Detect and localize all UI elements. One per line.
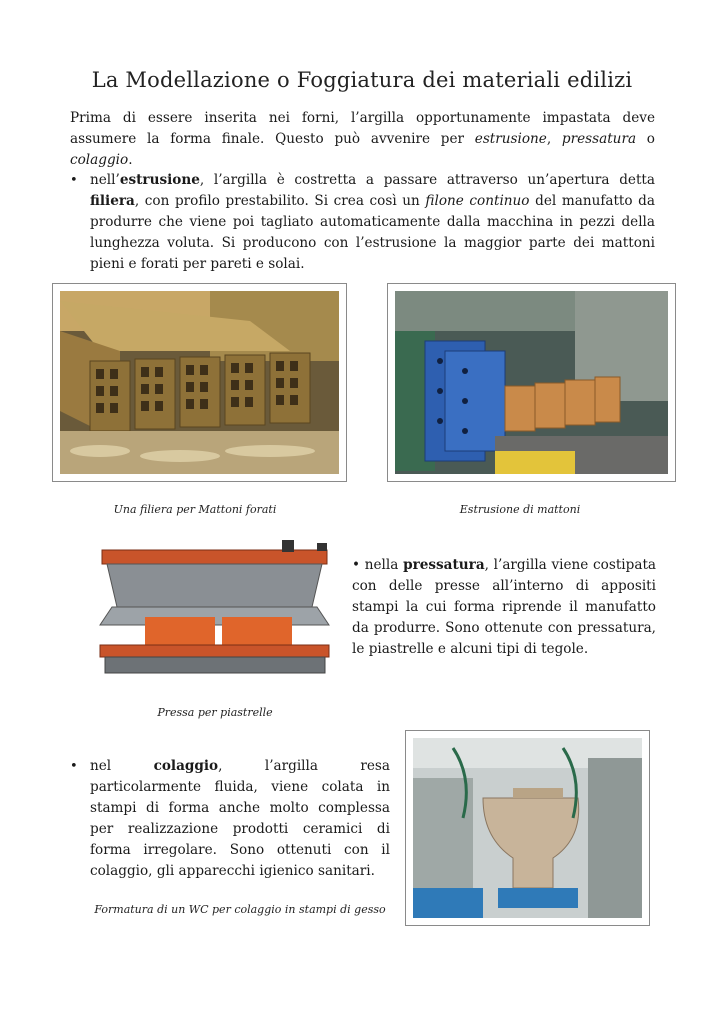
intro-term-pressatura: pressatura [561, 131, 637, 147]
bullet-estrusione [70, 170, 655, 275]
filiera-term: filiera [90, 193, 135, 209]
bullet-icon: • [70, 759, 78, 774]
photo-filiera-frame [52, 283, 347, 482]
page-title: La Modellazione o Foggiatura dei materiali edilizi [91, 68, 633, 92]
estrusione-body: del manufatto da produrre che viene poi tagliato automaticamente dalla macchina in pezzi della lunghezza voluta. Si producono con l’estrusione la maggior parte dei mattoni pieni e forati per pareti e solai. [90, 193, 655, 272]
pressatura-term: pressatura [403, 557, 485, 573]
colaggio-term: colaggio [153, 758, 219, 774]
filiera-bricks-image [60, 291, 339, 474]
pressatura-prefix: nella [364, 557, 404, 573]
intro-term-colaggio: colaggio [70, 152, 129, 168]
caption-pressa: Pressa per piastrelle [157, 706, 273, 719]
filone-continuo-term: filone continuo [425, 193, 530, 209]
bullet-icon: • [352, 557, 361, 573]
intro-term-estrusione: estrusione [474, 131, 547, 147]
caption-estrusione: Estrusione di mattoni [459, 503, 581, 516]
colaggio-body: , l’argilla resa particolarmente fluida, viene colata in stampi di forma anche molto complessa per realizzazione prodotti ceramici di forma irregolare. Sono ottenuti con il colaggio, gli apparecchi igienico sanitari. [90, 758, 390, 879]
estrusione-term: estrusione [119, 172, 200, 188]
caption-filiera: Una filiera per Mattoni forati [113, 503, 277, 516]
intro-separator: , [546, 131, 562, 147]
intro-text: Prima di essere inserita nei forni, l’argilla opportunamente impastata deve assumere la forma finale. Questo può avvenire per [70, 110, 655, 147]
bullet-pressatura [352, 555, 656, 660]
bullet-colaggio [70, 756, 390, 882]
intro-paragraph [70, 108, 655, 171]
wc-casting-image [413, 738, 642, 918]
estrusione-prefix: nell’ [90, 172, 120, 188]
colaggio-text [90, 756, 390, 882]
caption-wc: Formatura di un WC per colaggio in stampi di gesso [94, 903, 386, 916]
estrusione-text [90, 170, 655, 275]
photo-pressa [97, 535, 337, 680]
photo-estrusione-frame [387, 283, 676, 482]
extrusion-machine-image [395, 291, 668, 474]
intro-separator: o [636, 131, 655, 147]
bullet-icon: • [70, 173, 78, 188]
estrusione-body: , l’argilla è costretta a passare attraverso un’apertura detta [199, 172, 655, 188]
photo-colaggio-frame [405, 730, 650, 926]
colaggio-prefix: nel [90, 758, 154, 774]
estrusione-body: , con profilo prestabilito. Si crea così un [134, 193, 426, 209]
intro-end: . [128, 152, 133, 168]
tile-press-image [97, 535, 337, 680]
pressatura-body: , l’argilla viene costipata con delle presse all’interno di appositi stampi la cui forma riprende il manufatto da produrre. Sono ottenute con pressatura, le piastrelle e alcuni tipi di tegole. [352, 557, 657, 657]
